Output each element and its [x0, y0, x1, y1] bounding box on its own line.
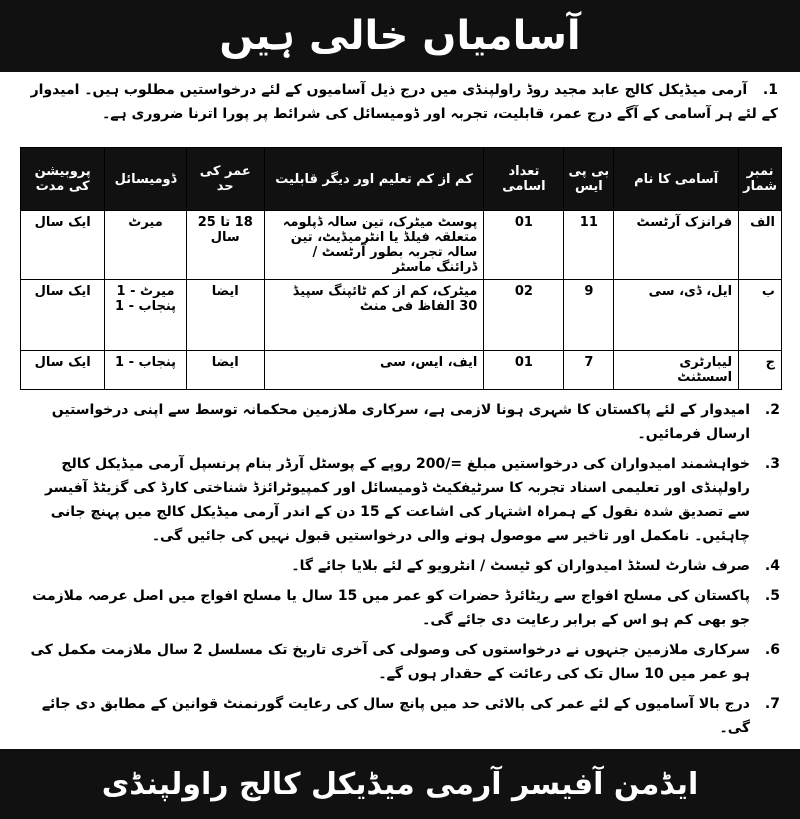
header-post-count: تعداد اسامی	[484, 148, 564, 211]
item-number: 6.	[764, 642, 780, 658]
header-qualification: کم از کم تعلیم اور دیگر قابلیت	[264, 148, 484, 211]
footer-banner	[0, 749, 800, 819]
intro-text: آرمی میڈیکل کالج عابد مجید روڈ راولپنڈی میں درج ذیل آسامیوں کے لئے درخواستیں مطلوب ہیں۔ امیدوار کے لئے ہر آسامی کے آگے درج عمر، قابلیت، تجربہ اور ڈومیسائل کی شرائط پر پورا اترنا ضروری ہے۔	[30, 82, 778, 122]
cell-domicile: میرٹ - 1 پنجاب - 1	[105, 280, 186, 351]
terms-list	[20, 398, 780, 776]
cell-post-name: لیبارٹری اسسٹنٹ	[614, 351, 739, 390]
page-title: آسامیاں خالی ہیں	[219, 13, 581, 59]
cell-bps: 11	[564, 211, 614, 280]
table-row	[21, 280, 782, 351]
cell-domicile: میرٹ	[105, 211, 186, 280]
item-text: امیدوار کے لئے پاکستان کا شہری ہونا لازمی ہے، سرکاری ملازمین محکمانہ توسط سے اپنی درخواستیں ارسال فرمائیں۔	[51, 402, 750, 442]
list-item	[20, 452, 780, 548]
cell-serial: الف	[739, 211, 782, 280]
cell-qualification: میٹرک، کم از کم ٹائپنگ سپیڈ 30 الفاظ فی منٹ	[264, 280, 484, 351]
item-text: درج بالا آسامیوں کے لئے عمر کی بالائی حد میں پانچ سال کی رعایت گورنمنٹ قوانین کے مطابق دی جائے گی۔	[41, 696, 750, 736]
cell-probation: ایک سال	[21, 280, 105, 351]
cell-probation: ایک سال	[21, 351, 105, 390]
item-text: سرکاری ملازمین جنہوں نے درخواستوں کی وصولی کی آخری تاریخ تک مسلسل 2 سال ملازمت مکمل کی ہو عمر میں 10 سال تک کی رعائت کے حقدار ہوں گے۔	[30, 642, 750, 682]
cell-post-name: فرانزک آرٹسٹ	[614, 211, 739, 280]
header-probation: پروبیشن کی مدت	[21, 148, 105, 211]
cell-post-count: 01	[484, 211, 564, 280]
cell-qualification: پوسٹ میٹرک، تین سالہ ڈپلومہ متعلقہ فیلڈ یا انٹرمیڈیٹ، تین سالہ تجربہ بطور آرٹسٹ / ڈرائنگ ماسٹر	[264, 211, 484, 280]
list-item	[20, 554, 780, 578]
header-bps: بی پی ایس	[564, 148, 614, 211]
cell-domicile: پنجاب - 1	[105, 351, 186, 390]
cell-age-limit: ایضا	[186, 351, 264, 390]
signatory: ایڈمن آفیسر آرمی میڈیکل کالج راولپنڈی	[101, 766, 699, 802]
cell-bps: 7	[564, 351, 614, 390]
list-item	[20, 692, 780, 740]
table-row	[21, 351, 782, 390]
item-number: 7.	[764, 696, 780, 712]
header-banner	[0, 0, 800, 72]
item-text: صرف شارٹ لسٹڈ امیدواران کو ٹیسٹ / انٹرویو کے لئے بلایا جائے گا۔	[291, 558, 750, 574]
list-item	[20, 398, 780, 446]
cell-post-count: 01	[484, 351, 564, 390]
list-item	[20, 584, 780, 632]
cell-age-limit: ایضا	[186, 280, 264, 351]
cell-post-count: 02	[484, 280, 564, 351]
item-text: خواہشمند امیدواران کی درخواستیں مبلغ =/200 روپے کے پوسٹل آرڈر بنام پرنسپل آرمی میڈیکل کالج راولپنڈی اور تعلیمی اسناد تجربہ کا سرٹیفکیٹ ڈومیسائل اور کمپیوٹرائزڈ شناختی کارڈ کی گزیٹڈ آفیسر سے تصدیق شدہ نقول کے ہمراہ اشتہار کی اشاعت کے 15 دن کے اندر آرمی میڈیکل کالج میں پہنچ جانی چاہئیں۔ نامکمل اور تاخیر سے موصول ہونے والی درخواستیں قبول نہیں کی جائیں گی۔	[44, 456, 750, 544]
item-text: پاکستان کی مسلح افواج سے ریٹائرڈ حضرات کو عمر میں 15 سال یا مسلح افواج میں اصل عرصہ ملازمت جو بھی کم ہو اس کے برابر رعایت دی جائے گی۔	[32, 588, 750, 628]
cell-qualification: ایف، ایس، سی	[264, 351, 484, 390]
item-number: 4.	[764, 558, 780, 574]
header-post-name: آسامی کا نام	[614, 148, 739, 211]
item-number: 3.	[764, 456, 780, 472]
item-number: 5.	[764, 588, 780, 604]
header-domicile: ڈومیسائل	[105, 148, 186, 211]
cell-probation: ایک سال	[21, 211, 105, 280]
cell-age-limit: 18 تا 25 سال	[186, 211, 264, 280]
cell-serial: ب	[739, 280, 782, 351]
item-number: 2.	[764, 402, 780, 418]
table-header-row	[21, 148, 782, 211]
intro-paragraph	[22, 78, 778, 126]
vacancy-table	[20, 147, 782, 390]
intro-number: 1.	[762, 82, 778, 98]
header-age-limit: عمر کی حد	[186, 148, 264, 211]
list-item	[20, 638, 780, 686]
table-row	[21, 211, 782, 280]
cell-bps: 9	[564, 280, 614, 351]
header-serial: نمبر شمار	[739, 148, 782, 211]
cell-serial: ج	[739, 351, 782, 390]
cell-post-name: ایل، ڈی، سی	[614, 280, 739, 351]
